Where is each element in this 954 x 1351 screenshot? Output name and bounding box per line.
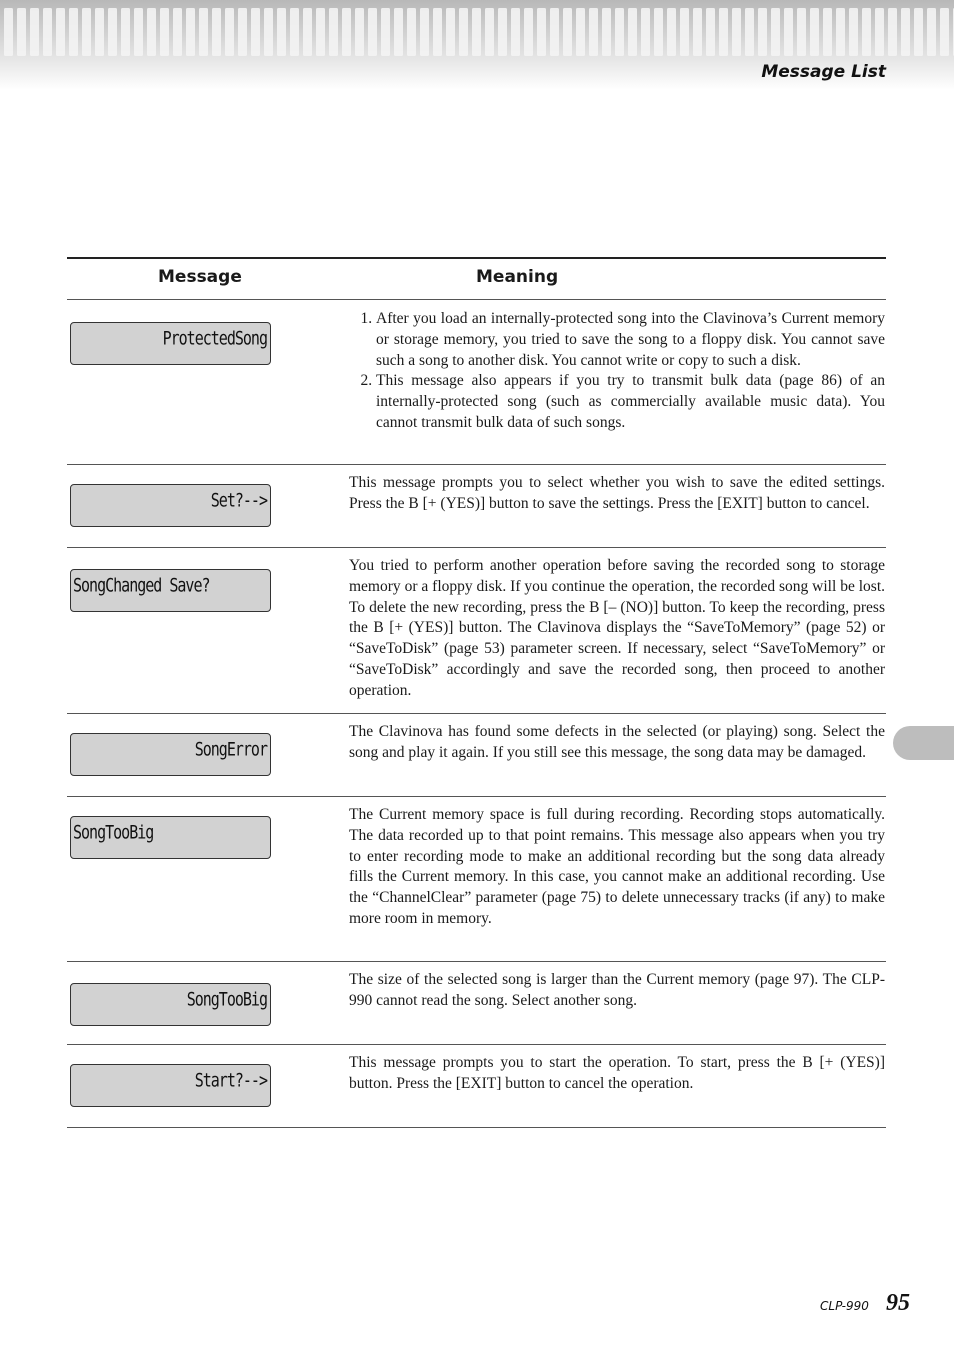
lcd-display [70, 322, 271, 365]
lcd-message: SongTooBig [73, 821, 154, 844]
lcd-message: Start?--> [194, 1069, 267, 1092]
table-row [67, 714, 886, 797]
table-row [67, 300, 886, 465]
meaning-text [349, 309, 885, 434]
column-header-message: Message [158, 267, 242, 287]
table-row [67, 797, 886, 962]
lcd-display [70, 733, 271, 776]
meaning-paragraph: The size of the selected song is larger than the Current memory (page 97). The CLP-990 cannot read the song. Select another song. [349, 971, 885, 1009]
section-title: Message List [761, 62, 886, 82]
list-item: 1. After you load an internally-protected song into the Clavinova’s Current memory or storage memory, you tried to save the song to a floppy disk. You cannot save such a song to another disk. You cannot write or copy to such a disk. [376, 309, 885, 371]
list-item: 2. This message also appears if you try to transmit bulk data (page 86) of an internally-protected song (such as commercially available music data). You cannot transmit bulk data of such songs. [376, 371, 885, 433]
table-row [67, 962, 886, 1045]
lcd-message: SongError [194, 738, 267, 761]
meaning-paragraph: This message prompts you to select whether you wish to save the edited settings. Press the B [+ (YES)] button to save the settings. Press the [EXIT] button to cancel. [349, 474, 885, 512]
meaning-paragraph: You tried to perform another operation before saving the recorded song to storage memory or a floppy disk. If you continue the operation, the recorded song will be lost. To delete the new recording, press the B [– (NO)] button. To keep the recording, press the B [+ (YES)] button. The Clavinova displays the “SaveToMemory” (page 52) or “SaveToDisk” (page 53) parameter screen. If necessary, select “SaveToMemory” or “SaveToDisk” accordingly and save the recorded song, then proceed to another operation. [349, 557, 885, 699]
lcd-display [70, 1064, 271, 1107]
meaning-text [349, 1053, 885, 1095]
table-row [67, 548, 886, 714]
meaning-text [349, 970, 885, 1012]
column-header-meaning: Meaning [476, 267, 559, 287]
meaning-text [349, 805, 885, 930]
meaning-paragraph: The Clavinova has found some defects in the selected (or playing) song. Select the song and play it again. If you still see this message, the song data may be damaged. [349, 723, 885, 761]
lcd-message: SongTooBig [186, 988, 267, 1011]
table-row [67, 1045, 886, 1128]
meaning-paragraph: The Current memory space is full during recording. Recording stops automatically. The data recorded up to that point remains. This message also appears when you try to enter recording mode to make an additional recording but the song data already fills the Current memory. In this case, you cannot make an additional recording. Use the “ChannelClear” parameter (page 75) to delete unnecessary tracks (if any) to make more room in memory. [349, 806, 885, 927]
meaning-paragraph: This message prompts you to start the operation. To start, press the B [+ (YES)] button. Press the [EXIT] button to cancel the operation. [349, 1054, 885, 1092]
lcd-display [70, 484, 271, 527]
table-row [67, 465, 886, 548]
message-table [67, 257, 886, 1128]
page-number: 95 [886, 1290, 910, 1316]
lcd-display [70, 983, 271, 1026]
lcd-message: SongChanged Save? [73, 574, 210, 597]
lcd-message: Set?--> [210, 489, 267, 512]
footer-model-name: CLP-990 [820, 1299, 869, 1313]
lcd-message: ProtectedSong [162, 327, 267, 350]
meaning-text [349, 473, 885, 515]
lcd-display [70, 816, 271, 859]
thumb-index-tab [893, 726, 954, 760]
lcd-display [70, 569, 271, 612]
meaning-text [349, 556, 885, 702]
meaning-text [349, 722, 885, 764]
table-header [67, 257, 886, 300]
